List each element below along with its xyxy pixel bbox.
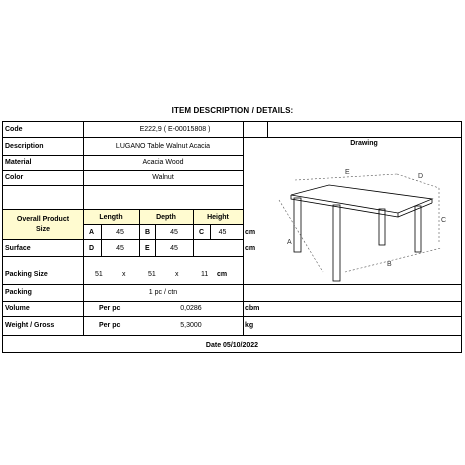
dim-line-b xyxy=(345,248,441,272)
drawing-label-e: E xyxy=(345,169,350,176)
dim-c-letter: C xyxy=(199,229,205,236)
table-drawing xyxy=(269,156,459,282)
packing-size-label: Packing Size xyxy=(5,271,48,278)
weight-per: Per pc xyxy=(99,322,121,329)
dim-e-letter: E xyxy=(145,245,150,252)
volume-value: 0,0286 xyxy=(180,305,202,312)
dim-e-value: 45 xyxy=(170,245,178,252)
table-top-front-edge xyxy=(291,195,398,217)
overall-unit: cm xyxy=(245,229,256,236)
color-value: Walnut xyxy=(152,174,174,181)
color-label: Color xyxy=(5,174,24,181)
dim-a-letter: A xyxy=(89,229,95,236)
material-value: Acacia Wood xyxy=(142,159,184,166)
overall-size-label-line1: Overall Product xyxy=(16,216,70,223)
material-label: Material xyxy=(5,159,32,166)
page-title: ITEM DESCRIPTION / DETAILS: xyxy=(171,106,294,115)
date-footer: Date 05/10/2022 xyxy=(205,342,259,349)
table-top xyxy=(291,185,432,213)
surface-label: Surface xyxy=(5,245,31,252)
weight-value: 5,3000 xyxy=(180,322,202,329)
overall-size-highlight xyxy=(3,209,83,239)
surface-unit: cm xyxy=(245,245,256,252)
volume-per: Per pc xyxy=(99,305,121,312)
code-value: E222,9 ( E-00015808 ) xyxy=(139,126,211,133)
packing-size-x1: x xyxy=(122,271,126,278)
length-header: Length xyxy=(99,214,123,221)
drawing-heading: Drawing xyxy=(350,140,378,147)
packing-size-v1: 51 xyxy=(95,271,103,278)
dim-b-letter: B xyxy=(145,229,151,236)
height-header: Height xyxy=(207,214,229,221)
drawing-label-b: B xyxy=(387,261,392,268)
packing-size-x2: x xyxy=(175,271,179,278)
dim-b-value: 45 xyxy=(170,229,178,236)
dim-d-letter: D xyxy=(89,245,95,252)
volume-label: Volume xyxy=(5,305,30,312)
dim-a-value: 45 xyxy=(116,229,124,236)
code-label: Code xyxy=(5,126,23,133)
volume-unit: cbm xyxy=(245,305,260,312)
description-value: LUGANO Table Walnut Acacia xyxy=(115,143,211,150)
table-leg-right xyxy=(415,206,421,252)
table-leg-left xyxy=(294,198,301,252)
table-leg-front xyxy=(333,205,340,281)
description-label: Description xyxy=(5,143,44,150)
weight-unit: kg xyxy=(245,322,254,329)
packing-size-v2: 51 xyxy=(148,271,156,278)
weight-label: Weight / Gross xyxy=(5,322,55,329)
packing-value: 1 pc / ctn xyxy=(148,289,178,296)
spec-sheet xyxy=(2,121,462,353)
packing-size-v3: 11 xyxy=(201,271,209,278)
dim-c-value: 45 xyxy=(218,229,227,236)
drawing-label-a: A xyxy=(287,239,292,246)
drawing-label-d: D xyxy=(418,173,424,180)
depth-header: Depth xyxy=(156,214,176,221)
packing-label: Packing xyxy=(5,289,32,296)
packing-size-unit: cm xyxy=(217,271,228,278)
dim-d-value: 45 xyxy=(116,245,124,252)
drawing-label-c: C xyxy=(441,217,447,224)
overall-size-label-line2: Size xyxy=(35,226,50,233)
